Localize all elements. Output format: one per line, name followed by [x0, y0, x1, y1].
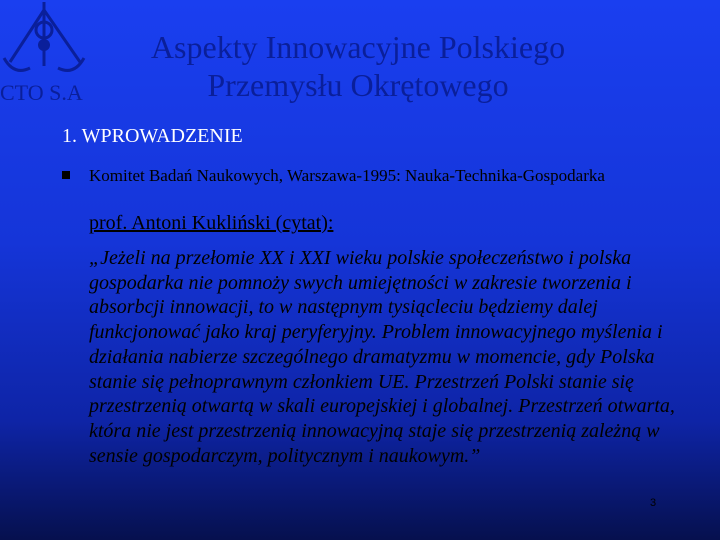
title-line-2: Przemysłu Okrętowego: [207, 67, 509, 103]
company-logo: [0, 0, 100, 110]
section-heading: 1. WPROWADZENIE: [62, 125, 243, 147]
page-number: 3: [650, 497, 657, 509]
anchor-icon: [0, 0, 100, 90]
title-line-1: Aspekty Innowacyjne Polskiego: [150, 29, 566, 65]
quote-author: prof. Antoni Kukliński (cytat):: [89, 212, 334, 234]
logo-text: CTO S.A: [0, 80, 83, 105]
bullet-text: Komitet Badań Naukowych, Warszawa-1995: Nauka-Technika-Gospodarka: [89, 166, 605, 185]
slide-title: [118, 28, 598, 104]
bullet-square-icon: [62, 171, 70, 179]
quote-text: „Jeżeli na przełomie XX i XXI wieku polskie społeczeństwo i polska gospodarka nie pomnoży swych umiejętności w zakresie tworzenia i absorbcji innowacji, to w następnym tysiącleciu będziemy dalej funkcjonować jako kraj peryferyjny. Problem innowacyjnego myślenia i działania nabierze szczególnego dramatyzmu w momencie, gdy Polska stanie się pełnoprawnym członkiem UE. Przestrzeń Polski stanie się przestrzenią otwartą w skali europejskiej i globalnej. Przestrzeń otwarta, która nie jest przestrzenią innowacyjną staje się przestrzenią zależną w sensie gospodarczym, politycznym i naukowym.”: [89, 247, 675, 467]
